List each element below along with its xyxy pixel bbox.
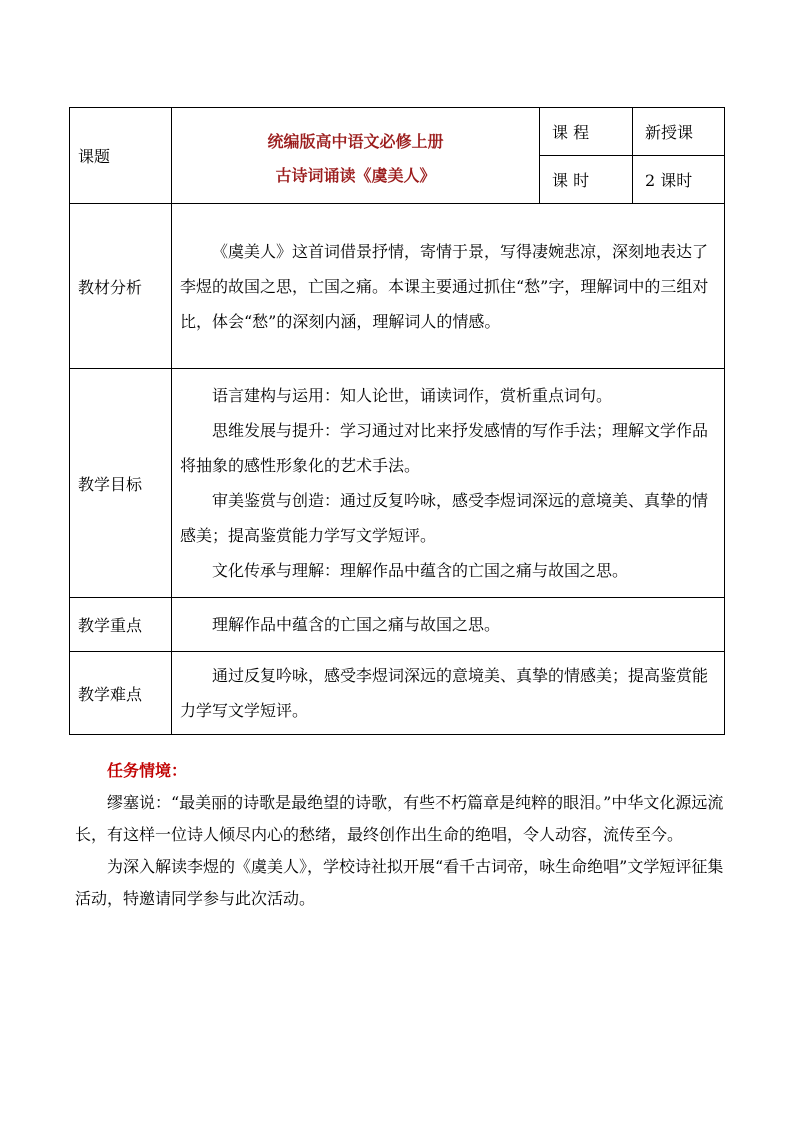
task-paragraph-1: 缪塞说：“最美丽的诗歌是最绝望的诗歌，有些不朽篇章是纯粹的眼泪。”中华文化源远流长，有这样一位诗人倾尽内心的愁绪，最终创作出生命的绝唱，令人动容，流传至今。 — [75, 793, 724, 844]
goal-item: 审美鉴赏与创造：通过反复吟咏，感受李煜词深远的意境美、真挚的情感美；提高鉴赏能力学写文学短评。 — [180, 491, 709, 545]
difficulty-text: 通过反复吟咏，感受李煜词深远的意境美、真挚的情感美；提高鉴赏能力学写文学短评。 — [180, 666, 709, 720]
task-title: 任务情境： — [107, 761, 188, 780]
goals-cell — [172, 369, 725, 598]
difficulty-label: 教学难点 — [70, 652, 172, 735]
analysis-cell — [172, 204, 725, 369]
lesson-title-line2: 古诗词诵读《虞美人》 — [275, 165, 436, 185]
key-label: 教学重点 — [70, 598, 172, 652]
analysis-text: 《虞美人》这首词借景抒情，寄情于景，写得凄婉悲凉，深刻地表达了李煜的故国之思，亡国之痛。本课主要通过抓住“愁”字，理解词中的三组对比，体会“愁”的深刻内涵，理解词人的情感。 — [180, 241, 709, 331]
topic-label: 课题 — [70, 108, 172, 204]
analysis-label: 教材分析 — [70, 204, 172, 369]
task-section — [75, 755, 727, 915]
difficulty-cell — [172, 652, 725, 735]
key-text: 理解作品中蕴含的亡国之痛与故国之思。 — [212, 615, 501, 634]
course-value: 新授课 — [633, 108, 725, 156]
goals-label: 教学目标 — [70, 369, 172, 598]
lesson-title-line1: 统编版高中语文必修上册 — [267, 131, 444, 151]
key-cell — [172, 598, 725, 652]
goal-item: 语言建构与运用：知人论世，诵读词作，赏析重点词句。 — [212, 386, 613, 405]
course-label: 课 程 — [540, 108, 633, 156]
lesson-plan-table — [69, 107, 725, 735]
lesson-title — [172, 108, 540, 204]
hours-label: 课 时 — [540, 156, 633, 204]
hours-value: 2 课时 — [633, 156, 725, 204]
goal-item: 思维发展与提升：学习通过对比来抒发感情的写作手法；理解文学作品将抽象的感性形象化的艺术手法。 — [180, 421, 709, 475]
goal-item: 文化传承与理解：理解作品中蕴含的亡国之痛与故国之思。 — [212, 561, 629, 580]
task-paragraph-2: 为深入解读李煜的《虞美人》，学校诗社拟开展“看千古词帝，咏生命绝唱”文学短评征集活动，特邀请同学参与此次活动。 — [75, 857, 724, 908]
